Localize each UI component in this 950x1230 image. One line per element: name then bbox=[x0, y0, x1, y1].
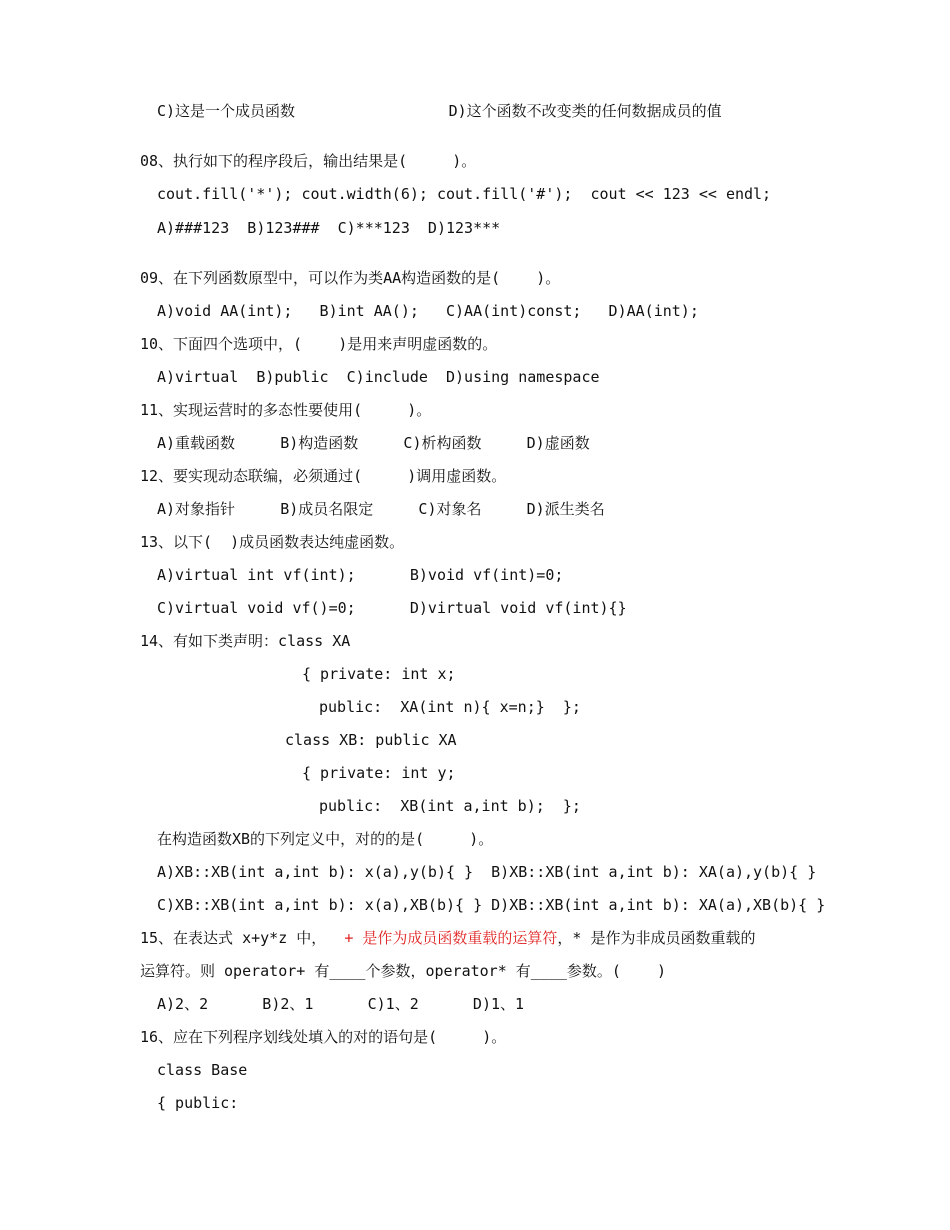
q08-code: cout.fill('*'); cout.width(6); cout.fill('#'); cout << 123 << endl; bbox=[157, 185, 772, 203]
q12-question: 12、要实现动态联编，必须通过( )调用虚函数。 bbox=[140, 467, 507, 485]
q10-question: 10、下面四个选项中，( )是用来声明虚函数的。 bbox=[140, 335, 498, 353]
q15-text-a: 15、在表达式 x+y*z 中， bbox=[140, 929, 327, 947]
q14-code-line: { private: int y; bbox=[302, 764, 456, 782]
q12-options: A)对象指针 B)成员名限定 C)对象名 D)派生类名 bbox=[157, 500, 605, 518]
q11-question: 11、实现运营时的多态性要使用( )。 bbox=[140, 401, 432, 419]
q14-code-line: public: XA(int n){ x=n;} }; bbox=[319, 698, 581, 716]
q14-question: 14、有如下类声明：class XA bbox=[140, 632, 351, 650]
q08-options: A)###123 B)123### C)***123 D)123*** bbox=[157, 219, 501, 237]
q15-text-b: ，* 是作为非成员函数重载的 bbox=[557, 929, 756, 947]
q16-question: 16、应在下列程序划线处填入的对的语句是( )。 bbox=[140, 1028, 507, 1046]
q13-question: 13、以下( )成员函数表达纯虚函数。 bbox=[140, 533, 405, 551]
q09-question: 09、在下列函数原型中，可以作为类AA构造函数的是( )。 bbox=[140, 269, 561, 287]
q14-code-line: public: XB(int a,int b); }; bbox=[319, 797, 581, 815]
q08-question: 08、执行如下的程序段后，输出结果是( )。 bbox=[140, 152, 477, 170]
q15-question bbox=[140, 928, 755, 948]
q13-options-cd: C)virtual void vf()=0; D)virtual void vf(int){} bbox=[157, 599, 627, 617]
q14-prompt: 在构造函数XB的下列定义中，对的的是( )。 bbox=[157, 830, 494, 848]
q15-question-cont: 运算符。则 operator+ 有____个参数，operator* 有____参数。( ) bbox=[140, 962, 667, 980]
q11-options: A)重载函数 B)构造函数 C)析构函数 D)虚函数 bbox=[157, 434, 590, 452]
q14-code-line: class XB: public XA bbox=[285, 731, 457, 749]
q14-code-line: { private: int x; bbox=[302, 665, 456, 683]
q13-options-ab: A)virtual int vf(int); B)void vf(int)=0; bbox=[157, 566, 564, 584]
q15-options: A)2、2 B)2、1 C)1、2 D)1、1 bbox=[157, 995, 525, 1013]
q14-options-ab: A)XB::XB(int a,int b): x(a),y(b){ } B)XB::XB(int a,int b): XA(a),y(b){ } bbox=[157, 863, 817, 881]
q15-text-highlight: + 是作为成员函数重载的运算符 bbox=[326, 929, 558, 947]
q09-options: A)void AA(int); B)int AA(); C)AA(int)const; D)AA(int); bbox=[157, 302, 699, 320]
q14-options-cd: C)XB::XB(int a,int b): x(a),XB(b){ } D)XB::XB(int a,int b): XA(a),XB(b){ } bbox=[157, 896, 826, 914]
q07-options-cd: C)这是一个成员函数 D)这个函数不改变类的任何数据成员的值 bbox=[157, 102, 722, 120]
q10-options: A)virtual B)public C)include D)using namespace bbox=[157, 368, 600, 386]
q16-code-line: class Base bbox=[157, 1061, 248, 1079]
q16-code-line: { public: bbox=[157, 1094, 239, 1112]
